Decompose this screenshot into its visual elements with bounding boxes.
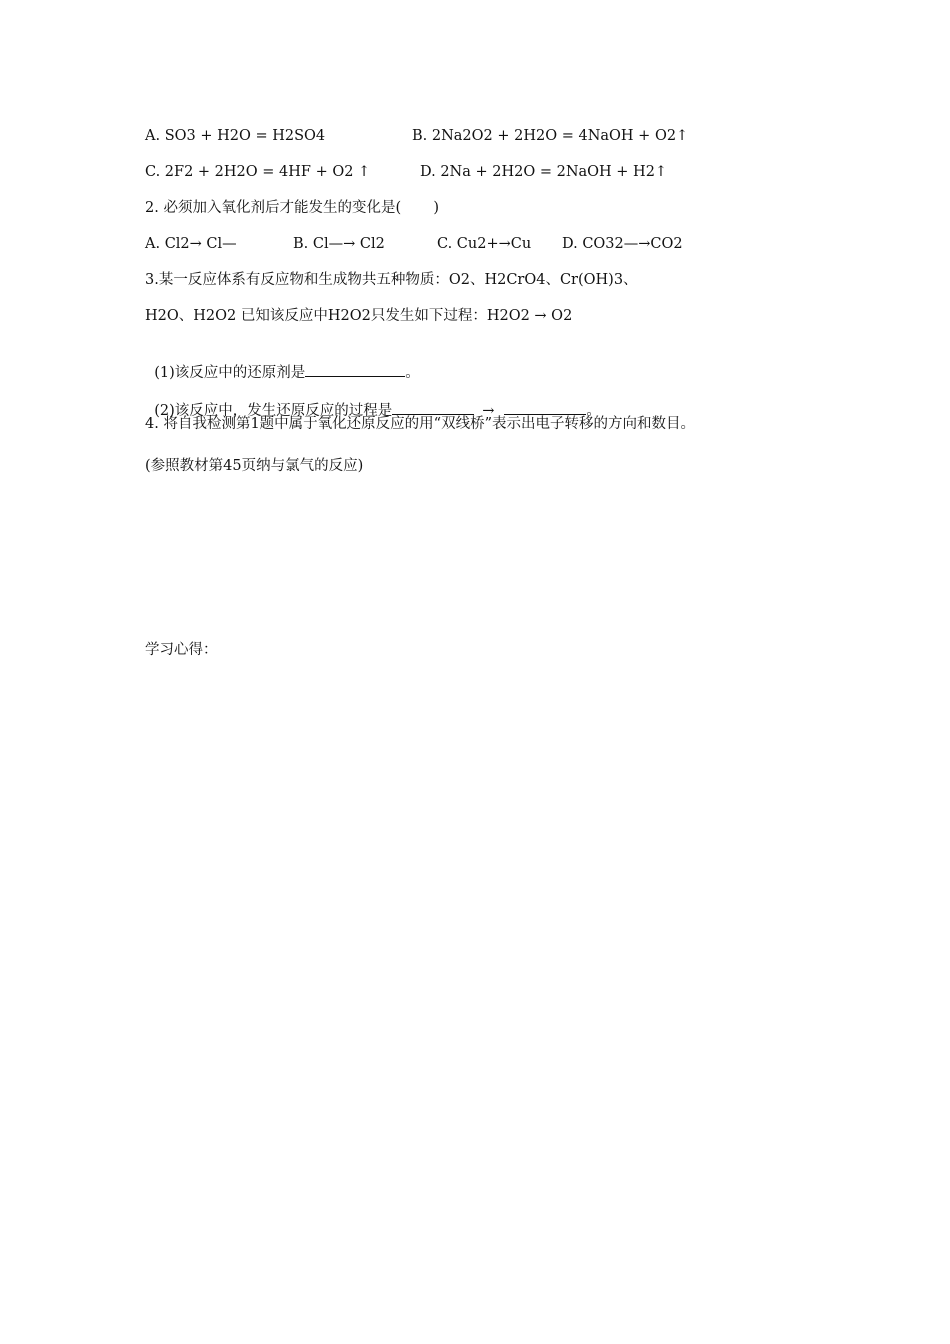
option-1d: D. 2Na + 2H2O = 2NaOH + H2↑ [420,164,668,180]
answer-blank-1[interactable] [305,362,405,377]
question-2-stem: 2. 必须加入氧化剂后才能发生的变化是( ) [145,200,440,216]
option-2b: B. Cl—→ Cl2 [293,236,385,252]
option-1c: C. 2F2 + 2H2O = 4HF + O2 ↑ [145,164,371,180]
notes-label: 学习心得： [145,642,218,658]
question-4-line-2: (参照教材第45页纳与氯气的反应) [145,458,364,474]
sub-2-prefix: (2)该反应中，发生还原反应的过程是 [154,403,393,419]
option-2c: C. Cu2+→Cu [437,236,532,252]
answer-blank-3[interactable] [504,400,586,415]
sub-1-suffix: 。 [405,365,420,381]
option-2a: A. Cl2→ Cl— [145,236,237,252]
answer-blank-2[interactable] [392,400,474,415]
question-3-sub-1 [145,342,420,383]
question-4-line-1: 4. 将自我检测第1题中属于氧化还原反应的用“双线桥”表示出电子转移的方向和数目。 [145,416,695,432]
sub-2-suffix: 。 [586,403,601,419]
sub-1-prefix: (1)该反应中的还原剂是 [154,365,306,381]
arrow-icon: → [482,403,495,419]
option-1b: B. 2Na2O2 + 2H2O = 4NaOH + O2↑ [412,128,689,144]
question-3-line-2: H2O、H2O2 已知该反应中H2O2只发生如下过程：H2O2 → O2 [145,308,573,324]
option-2d: D. CO32—→CO2 [562,236,683,252]
question-3-line-1: 3.某一反应体系有反应物和生成物共五种物质：O2、H2CrO4、Cr(OH)3、 [145,272,638,288]
option-1a: A. SO3 + H2O = H2SO4 [145,128,326,144]
